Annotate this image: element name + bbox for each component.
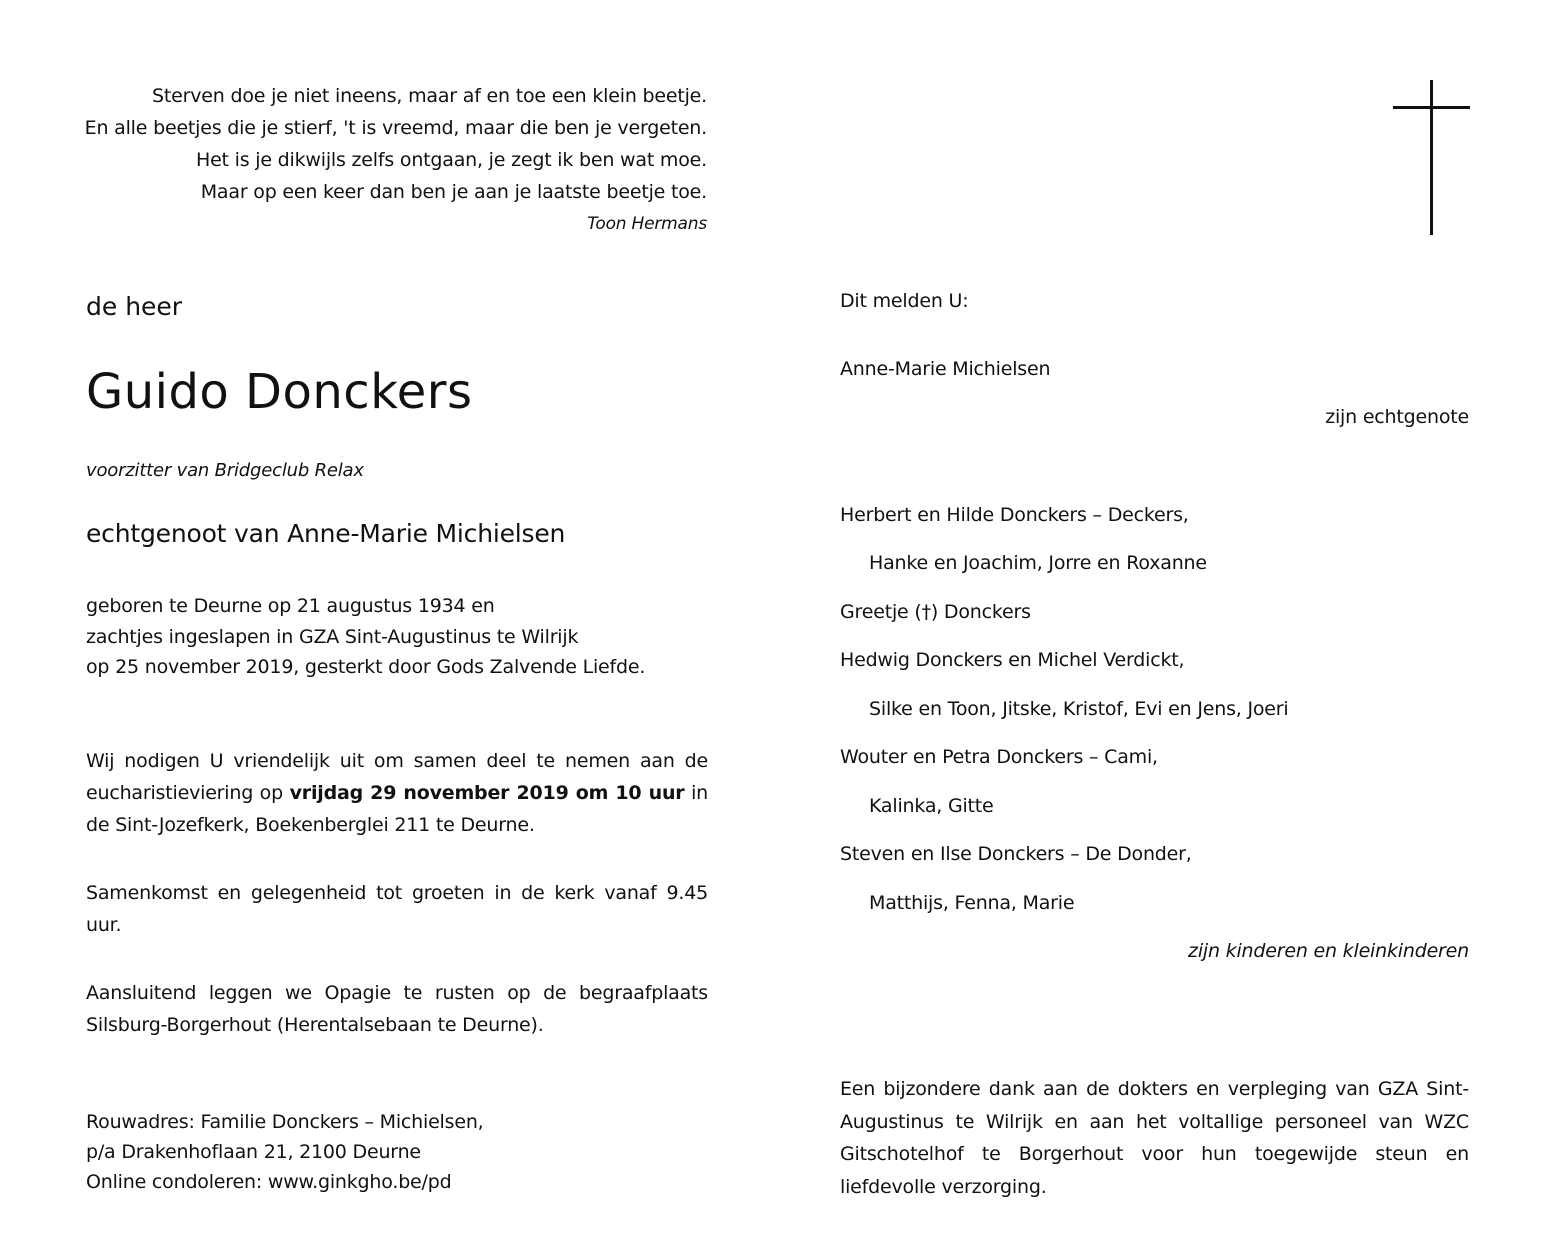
family-intro: Dit melden U:	[840, 290, 969, 312]
deceased-name: Guido Donckers	[86, 364, 473, 420]
child-name: Steven en Ilse Donckers – De Donder,	[840, 843, 1192, 865]
invite-location: in de Sint-Jozefkerk, Boekenberglei 211 te Deurne.	[86, 782, 709, 836]
life-line: zachtjes ingeslapen in GZA Sint-Augustinus te Wilrijk	[86, 625, 579, 648]
grandchildren: Hanke en Joachim, Jorre en Roxanne	[869, 552, 1207, 574]
burial-info: Aansluitend leggen we Opagie te rusten op de begraafplaats Silsburg-Borgerhout (Herentalsebaan te Deurne).	[86, 982, 708, 1036]
gathering-info: Samenkomst en gelegenheid tot groeten in de kerk vanaf 9.45 uur.	[86, 882, 708, 936]
child-name: Herbert en Hilde Donckers – Deckers,	[840, 504, 1189, 526]
child-name: Wouter en Petra Donckers – Cami,	[840, 746, 1158, 768]
life-details	[86, 591, 708, 683]
grandchildren: Kalinka, Gitte	[869, 795, 994, 817]
child-name: Hedwig Donckers en Michel Verdickt,	[840, 649, 1185, 671]
salutation: de heer	[86, 292, 183, 321]
life-line: op 25 november 2019, gesterkt door Gods Zalvende Liefde.	[86, 656, 646, 678]
spouse-line: echtgenoot van Anne-Marie Michielsen	[86, 519, 566, 548]
cross-icon	[1393, 80, 1470, 235]
ceremony-date: vrijdag 29 november 2019 om 10 uur	[289, 782, 685, 804]
spouse-relation: zijn echtgenote	[1325, 406, 1469, 428]
poem-line: Het is je dikwijls zelfs ontgaan, je zegt ik ben wat moe.	[195, 149, 707, 171]
thanks-note: Een bijzondere dank aan de dokters en verpleging van GZA Sint-Augustinus te Wilrijk en aan het voltallige personeel van WZC Gitschotelhof te Borgerhout voor hun toegewijde steun en liefdevolle verzorging.	[840, 1078, 1469, 1198]
ceremony-invitation	[86, 745, 708, 841]
poem-line: En alle beetjes die je stierf, 't is vreemd, maar die ben je vergeten.	[84, 117, 707, 139]
grandchildren: Matthijs, Fenna, Marie	[869, 892, 1075, 914]
life-line: geboren te Deurne op 21 augustus 1934 en	[86, 595, 495, 617]
poem-line: Maar op een keer dan ben je aan je laatste beetje toe.	[200, 181, 707, 203]
address-line: Online condoleren: www.ginkgho.be/pd	[86, 1171, 452, 1193]
deceased-role: voorzitter van Bridgeclub Relax	[86, 460, 364, 481]
children-relation: zijn kinderen en kleinkinderen	[1188, 940, 1469, 962]
poem	[60, 80, 707, 235]
grandchildren: Silke en Toon, Jitske, Kristof, Evi en Jens, Joeri	[869, 698, 1289, 720]
spouse-name: Anne-Marie Michielsen	[840, 358, 1051, 380]
poem-author: Toon Hermans	[587, 214, 707, 234]
address-line: p/a Drakenhoflaan 21, 2100 Deurne	[86, 1141, 421, 1163]
address-line: Rouwadres: Familie Donckers – Michielsen,	[86, 1111, 484, 1133]
poem-line: Sterven doe je niet ineens, maar af en toe een klein beetje.	[152, 85, 707, 107]
invite-text: Wij nodigen U vriendelijk uit om samen deel te nemen aan de eucharistieviering op	[86, 750, 708, 804]
mourning-address	[86, 1107, 708, 1197]
child-name: Greetje (†) Donckers	[840, 601, 1031, 623]
